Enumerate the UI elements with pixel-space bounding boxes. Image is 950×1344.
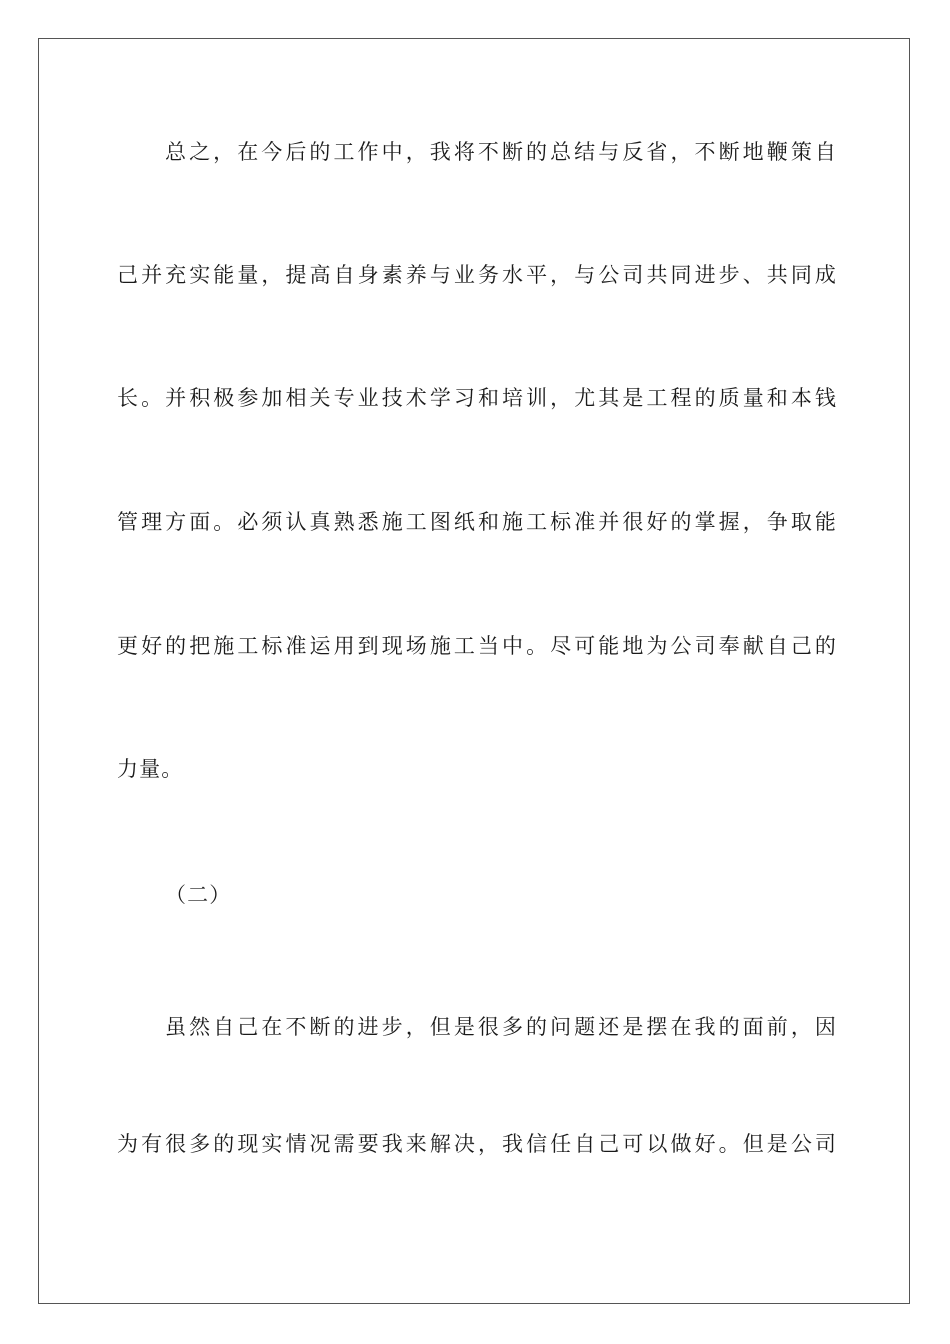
text-line: 管理方面。必须认真熟悉施工图纸和施工标准并很好的掌握，争取能: [117, 510, 837, 534]
text-line: 更好的把施工标准运用到现场施工当中。尽可能地为公司奉献自己的: [117, 634, 837, 658]
text-line: 虽然自己在不断的进步，但是很多的问题还是摆在我的面前，因: [165, 1015, 837, 1039]
page-frame: [38, 38, 910, 1304]
text-line: 总之，在今后的工作中，我将不断的总结与反省，不断地鞭策自: [165, 140, 837, 164]
text-line: 力量。: [117, 757, 184, 781]
text-line: 长。并积极参加相关专业技术学习和培训，尤其是工程的质量和本钱: [117, 386, 837, 410]
text-line: 己并充实能量，提高自身素养与业务水平，与公司共同进步、共同成: [117, 263, 837, 287]
text-line: 为有很多的现实情况需要我来解决，我信任自己可以做好。但是公司: [117, 1132, 837, 1156]
section-heading: （二）: [165, 883, 232, 907]
